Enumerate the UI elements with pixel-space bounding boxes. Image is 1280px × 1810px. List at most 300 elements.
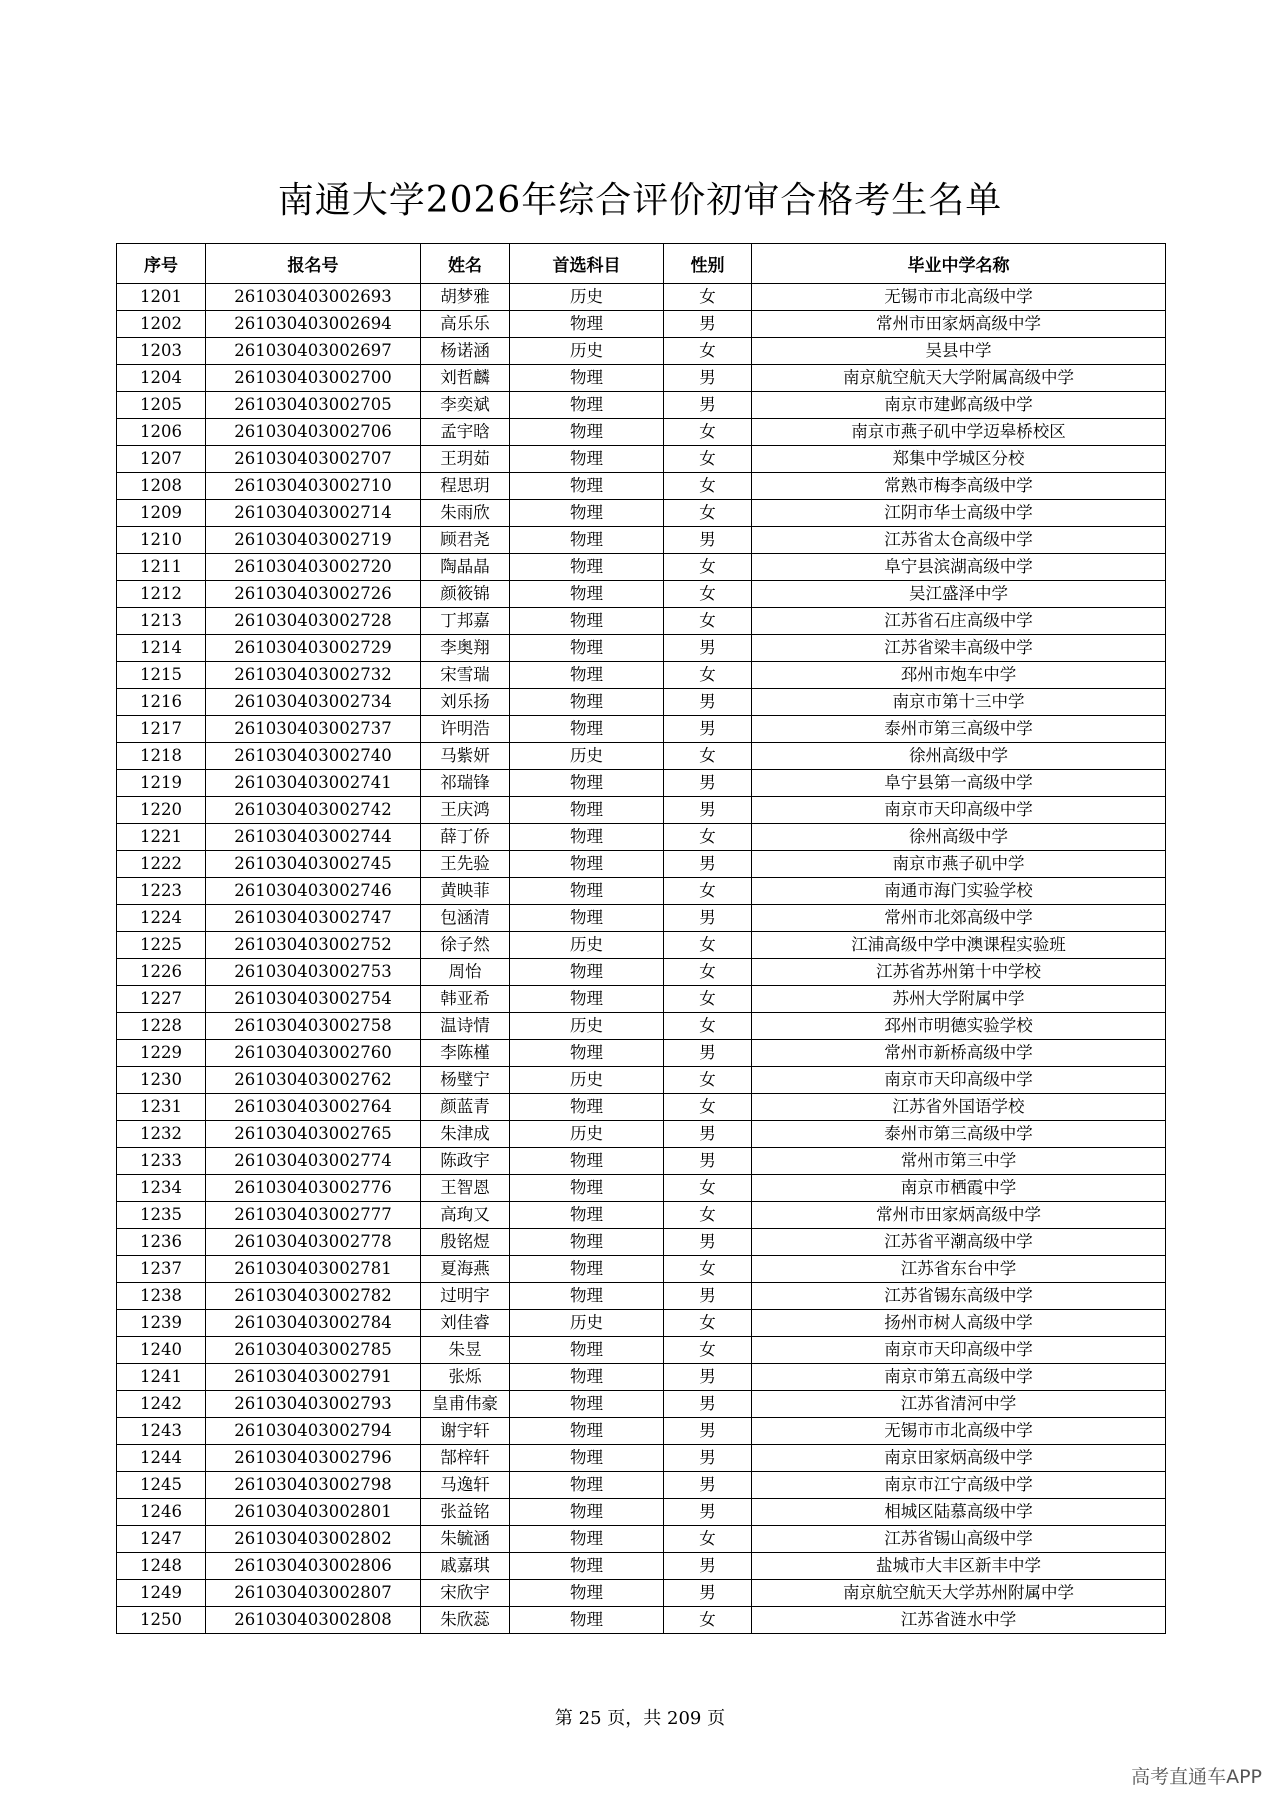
cell-school: 江苏省苏州第十中学校 — [752, 959, 1166, 986]
cell-subject: 物理 — [510, 1040, 664, 1067]
cell-index: 1216 — [117, 689, 206, 716]
cell-gender: 男 — [664, 1445, 752, 1472]
cell-name: 朱欣蕊 — [421, 1607, 510, 1634]
cell-gender: 男 — [664, 392, 752, 419]
cell-index: 1246 — [117, 1499, 206, 1526]
cell-school: 南京市建邺高级中学 — [752, 392, 1166, 419]
table-row — [117, 1607, 1166, 1634]
cell-registration-no: 261030403002806 — [206, 1553, 421, 1580]
table-row — [117, 1553, 1166, 1580]
table-row — [117, 797, 1166, 824]
cell-index: 1204 — [117, 365, 206, 392]
cell-gender: 女 — [664, 1526, 752, 1553]
cell-index: 1218 — [117, 743, 206, 770]
cell-subject: 历史 — [510, 338, 664, 365]
cell-registration-no: 261030403002782 — [206, 1283, 421, 1310]
cell-name: 刘乐扬 — [421, 689, 510, 716]
cell-index: 1203 — [117, 338, 206, 365]
cell-name: 宋雪瑞 — [421, 662, 510, 689]
page-footer: 第 25 页，共 209 页 — [554, 1708, 726, 1729]
cell-school: 江苏省锡山高级中学 — [752, 1526, 1166, 1553]
cell-index: 1232 — [117, 1121, 206, 1148]
header-gender: 性别 — [664, 244, 752, 284]
cell-name: 韩亚希 — [421, 986, 510, 1013]
table-row — [117, 1499, 1166, 1526]
cell-school: 南京市第十三中学 — [752, 689, 1166, 716]
cell-name: 程思玥 — [421, 473, 510, 500]
cell-gender: 男 — [664, 1040, 752, 1067]
cell-gender: 女 — [664, 284, 752, 311]
cell-name: 许明浩 — [421, 716, 510, 743]
cell-registration-no: 261030403002808 — [206, 1607, 421, 1634]
cell-school: 常熟市梅李高级中学 — [752, 473, 1166, 500]
cell-registration-no: 261030403002781 — [206, 1256, 421, 1283]
cell-name: 孟宇晗 — [421, 419, 510, 446]
cell-name: 张烁 — [421, 1364, 510, 1391]
cell-name: 高乐乐 — [421, 311, 510, 338]
cell-subject: 物理 — [510, 1472, 664, 1499]
cell-index: 1241 — [117, 1364, 206, 1391]
cell-index: 1233 — [117, 1148, 206, 1175]
cell-registration-no: 261030403002741 — [206, 770, 421, 797]
cell-subject: 物理 — [510, 959, 664, 986]
cell-registration-no: 261030403002753 — [206, 959, 421, 986]
cell-school: 南京田家炳高级中学 — [752, 1445, 1166, 1472]
table-row — [117, 986, 1166, 1013]
cell-subject: 物理 — [510, 824, 664, 851]
cell-registration-no: 261030403002720 — [206, 554, 421, 581]
table-row — [117, 311, 1166, 338]
cell-gender: 女 — [664, 1256, 752, 1283]
cell-name: 杨诺涵 — [421, 338, 510, 365]
cell-name: 马紫妍 — [421, 743, 510, 770]
cell-gender: 男 — [664, 1364, 752, 1391]
cell-name: 李陈槿 — [421, 1040, 510, 1067]
cell-school: 南京航空航天大学苏州附属中学 — [752, 1580, 1166, 1607]
cell-name: 张益铭 — [421, 1499, 510, 1526]
cell-subject: 物理 — [510, 1607, 664, 1634]
cell-gender: 男 — [664, 716, 752, 743]
cell-name: 朱毓涵 — [421, 1526, 510, 1553]
cell-subject: 物理 — [510, 1283, 664, 1310]
cell-registration-no: 261030403002765 — [206, 1121, 421, 1148]
cell-index: 1217 — [117, 716, 206, 743]
cell-gender: 男 — [664, 365, 752, 392]
cell-index: 1212 — [117, 581, 206, 608]
page-title: 南通大学2026年综合评价初审合格考生名单 — [277, 180, 1003, 221]
cell-gender: 女 — [664, 1202, 752, 1229]
cell-subject: 物理 — [510, 1229, 664, 1256]
cell-school: 江苏省锡东高级中学 — [752, 1283, 1166, 1310]
table-row — [117, 959, 1166, 986]
cell-school: 常州市北郊高级中学 — [752, 905, 1166, 932]
table-row — [117, 824, 1166, 851]
cell-registration-no: 261030403002760 — [206, 1040, 421, 1067]
cell-name: 徐子然 — [421, 932, 510, 959]
cell-subject: 历史 — [510, 1310, 664, 1337]
cell-index: 1208 — [117, 473, 206, 500]
cell-school: 常州市第三中学 — [752, 1148, 1166, 1175]
table-row — [117, 743, 1166, 770]
cell-school: 南京市天印高级中学 — [752, 797, 1166, 824]
cell-name: 王玥茹 — [421, 446, 510, 473]
cell-school: 无锡市市北高级中学 — [752, 1418, 1166, 1445]
cell-index: 1234 — [117, 1175, 206, 1202]
cell-school: 吴江盛泽中学 — [752, 581, 1166, 608]
cell-index: 1236 — [117, 1229, 206, 1256]
cell-name: 杨璧宁 — [421, 1067, 510, 1094]
cell-subject: 物理 — [510, 581, 664, 608]
cell-subject: 历史 — [510, 284, 664, 311]
cell-school: 南京航空航天大学附属高级中学 — [752, 365, 1166, 392]
cell-gender: 男 — [664, 1472, 752, 1499]
cell-subject: 物理 — [510, 1256, 664, 1283]
cell-registration-no: 261030403002705 — [206, 392, 421, 419]
cell-registration-no: 261030403002802 — [206, 1526, 421, 1553]
cell-name: 皇甫伟豪 — [421, 1391, 510, 1418]
cell-index: 1213 — [117, 608, 206, 635]
table-row — [117, 1013, 1166, 1040]
table-row — [117, 1580, 1166, 1607]
cell-name: 朱雨欣 — [421, 500, 510, 527]
cell-school: 南京市栖霞中学 — [752, 1175, 1166, 1202]
cell-name: 包涵清 — [421, 905, 510, 932]
cell-subject: 物理 — [510, 716, 664, 743]
cell-gender: 女 — [664, 662, 752, 689]
cell-subject: 物理 — [510, 986, 664, 1013]
cell-subject: 物理 — [510, 1175, 664, 1202]
cell-subject: 物理 — [510, 1499, 664, 1526]
cell-registration-no: 261030403002764 — [206, 1094, 421, 1121]
cell-subject: 物理 — [510, 419, 664, 446]
cell-school: 无锡市市北高级中学 — [752, 284, 1166, 311]
cell-gender: 男 — [664, 1418, 752, 1445]
table-row — [117, 500, 1166, 527]
table-row — [117, 338, 1166, 365]
cell-index: 1228 — [117, 1013, 206, 1040]
cell-school: 常州市田家炳高级中学 — [752, 311, 1166, 338]
table-row — [117, 1121, 1166, 1148]
cell-gender: 女 — [664, 419, 752, 446]
table-row — [117, 1094, 1166, 1121]
cell-name: 周怡 — [421, 959, 510, 986]
table-row — [117, 527, 1166, 554]
cell-subject: 物理 — [510, 1391, 664, 1418]
cell-name: 薛丁侨 — [421, 824, 510, 851]
cell-name: 刘哲麟 — [421, 365, 510, 392]
cell-gender: 男 — [664, 1391, 752, 1418]
table-row — [117, 392, 1166, 419]
cell-gender: 男 — [664, 1499, 752, 1526]
cell-name: 刘佳睿 — [421, 1310, 510, 1337]
table-row — [117, 851, 1166, 878]
cell-school: 徐州高级中学 — [752, 824, 1166, 851]
cell-gender: 男 — [664, 1283, 752, 1310]
cell-index: 1210 — [117, 527, 206, 554]
cell-name: 宋欣宇 — [421, 1580, 510, 1607]
cell-gender: 男 — [664, 635, 752, 662]
cell-gender: 女 — [664, 1013, 752, 1040]
cell-index: 1226 — [117, 959, 206, 986]
cell-name: 陶晶晶 — [421, 554, 510, 581]
cell-subject: 物理 — [510, 1553, 664, 1580]
cell-index: 1201 — [117, 284, 206, 311]
cell-registration-no: 261030403002801 — [206, 1499, 421, 1526]
cell-index: 1238 — [117, 1283, 206, 1310]
cell-registration-no: 261030403002798 — [206, 1472, 421, 1499]
table-row — [117, 1310, 1166, 1337]
cell-gender: 女 — [664, 824, 752, 851]
cell-registration-no: 261030403002740 — [206, 743, 421, 770]
cell-registration-no: 261030403002732 — [206, 662, 421, 689]
cell-gender: 女 — [664, 1337, 752, 1364]
cell-registration-no: 261030403002776 — [206, 1175, 421, 1202]
cell-gender: 女 — [664, 1067, 752, 1094]
cell-registration-no: 261030403002791 — [206, 1364, 421, 1391]
cell-school: 泰州市第三高级中学 — [752, 716, 1166, 743]
table-row — [117, 1364, 1166, 1391]
cell-school: 郑集中学城区分校 — [752, 446, 1166, 473]
cell-index: 1237 — [117, 1256, 206, 1283]
cell-registration-no: 261030403002728 — [206, 608, 421, 635]
cell-gender: 男 — [664, 1148, 752, 1175]
cell-name: 王先验 — [421, 851, 510, 878]
cell-index: 1239 — [117, 1310, 206, 1337]
cell-name: 谢宇轩 — [421, 1418, 510, 1445]
cell-school: 盐城市大丰区新丰中学 — [752, 1553, 1166, 1580]
cell-subject: 历史 — [510, 932, 664, 959]
table-row — [117, 1337, 1166, 1364]
cell-subject: 物理 — [510, 770, 664, 797]
table-row — [117, 770, 1166, 797]
cell-school: 南京市燕子矶中学迈皋桥校区 — [752, 419, 1166, 446]
table-row — [117, 905, 1166, 932]
cell-school: 常州市田家炳高级中学 — [752, 1202, 1166, 1229]
cell-school: 阜宁县第一高级中学 — [752, 770, 1166, 797]
cell-school: 江阴市华士高级中学 — [752, 500, 1166, 527]
cell-name: 颜蓝青 — [421, 1094, 510, 1121]
cell-school: 南通市海门实验学校 — [752, 878, 1166, 905]
cell-registration-no: 261030403002729 — [206, 635, 421, 662]
table-row — [117, 662, 1166, 689]
cell-subject: 物理 — [510, 635, 664, 662]
table-row — [117, 554, 1166, 581]
table-row — [117, 473, 1166, 500]
cell-subject: 历史 — [510, 1067, 664, 1094]
cell-subject: 历史 — [510, 1013, 664, 1040]
cell-gender: 女 — [664, 608, 752, 635]
table-row — [117, 1202, 1166, 1229]
cell-subject: 物理 — [510, 365, 664, 392]
cell-school: 江苏省太仓高级中学 — [752, 527, 1166, 554]
cell-index: 1244 — [117, 1445, 206, 1472]
cell-name: 丁邦嘉 — [421, 608, 510, 635]
table-row — [117, 1391, 1166, 1418]
cell-name: 王智恩 — [421, 1175, 510, 1202]
cell-registration-no: 261030403002785 — [206, 1337, 421, 1364]
cell-gender: 女 — [664, 1175, 752, 1202]
cell-name: 马逸轩 — [421, 1472, 510, 1499]
cell-subject: 物理 — [510, 500, 664, 527]
cell-subject: 物理 — [510, 797, 664, 824]
cell-index: 1211 — [117, 554, 206, 581]
cell-subject: 物理 — [510, 1418, 664, 1445]
cell-gender: 女 — [664, 959, 752, 986]
cell-registration-no: 261030403002714 — [206, 500, 421, 527]
cell-name: 顾君尧 — [421, 527, 510, 554]
cell-registration-no: 261030403002693 — [206, 284, 421, 311]
cell-index: 1221 — [117, 824, 206, 851]
cell-school: 江苏省石庄高级中学 — [752, 608, 1166, 635]
cell-gender: 女 — [664, 1094, 752, 1121]
table-row — [117, 1472, 1166, 1499]
cell-gender: 男 — [664, 689, 752, 716]
table-row — [117, 1067, 1166, 1094]
table-row — [117, 878, 1166, 905]
cell-name: 祁瑞锋 — [421, 770, 510, 797]
cell-subject: 物理 — [510, 1094, 664, 1121]
cell-registration-no: 261030403002747 — [206, 905, 421, 932]
cell-school: 江苏省清河中学 — [752, 1391, 1166, 1418]
cell-school: 南京市天印高级中学 — [752, 1337, 1166, 1364]
table-row — [117, 1526, 1166, 1553]
cell-subject: 物理 — [510, 608, 664, 635]
table-row — [117, 1229, 1166, 1256]
cell-school: 南京市第五高级中学 — [752, 1364, 1166, 1391]
cell-gender: 女 — [664, 743, 752, 770]
cell-subject: 物理 — [510, 662, 664, 689]
table-row — [117, 716, 1166, 743]
cell-subject: 物理 — [510, 311, 664, 338]
cell-school: 扬州市树人高级中学 — [752, 1310, 1166, 1337]
table-row — [117, 1148, 1166, 1175]
cell-index: 1219 — [117, 770, 206, 797]
cell-registration-no: 261030403002807 — [206, 1580, 421, 1607]
cell-gender: 女 — [664, 581, 752, 608]
table-header-row — [117, 244, 1166, 284]
cell-subject: 物理 — [510, 527, 664, 554]
table-row — [117, 1445, 1166, 1472]
cell-school: 南京市燕子矶中学 — [752, 851, 1166, 878]
cell-registration-no: 261030403002777 — [206, 1202, 421, 1229]
candidate-table — [116, 243, 1166, 1634]
cell-school: 吴县中学 — [752, 338, 1166, 365]
cell-registration-no: 261030403002746 — [206, 878, 421, 905]
cell-gender: 女 — [664, 473, 752, 500]
cell-registration-no: 261030403002744 — [206, 824, 421, 851]
cell-registration-no: 261030403002697 — [206, 338, 421, 365]
cell-name: 朱昱 — [421, 1337, 510, 1364]
cell-index: 1209 — [117, 500, 206, 527]
cell-index: 1207 — [117, 446, 206, 473]
cell-school: 江苏省平潮高级中学 — [752, 1229, 1166, 1256]
table-row — [117, 689, 1166, 716]
header-index: 序号 — [117, 244, 206, 284]
cell-subject: 物理 — [510, 851, 664, 878]
cell-name: 陈政宇 — [421, 1148, 510, 1175]
cell-gender: 女 — [664, 500, 752, 527]
cell-gender: 男 — [664, 527, 752, 554]
cell-index: 1229 — [117, 1040, 206, 1067]
cell-index: 1242 — [117, 1391, 206, 1418]
cell-gender: 男 — [664, 1121, 752, 1148]
cell-school: 常州市新桥高级中学 — [752, 1040, 1166, 1067]
cell-name: 李奕斌 — [421, 392, 510, 419]
cell-gender: 男 — [664, 770, 752, 797]
cell-gender: 男 — [664, 311, 752, 338]
cell-subject: 物理 — [510, 1580, 664, 1607]
cell-name: 李奥翔 — [421, 635, 510, 662]
cell-registration-no: 261030403002710 — [206, 473, 421, 500]
cell-index: 1215 — [117, 662, 206, 689]
table-row — [117, 1283, 1166, 1310]
table-body — [117, 284, 1166, 1634]
cell-index: 1235 — [117, 1202, 206, 1229]
table-row — [117, 932, 1166, 959]
cell-registration-no: 261030403002726 — [206, 581, 421, 608]
cell-index: 1205 — [117, 392, 206, 419]
cell-registration-no: 261030403002784 — [206, 1310, 421, 1337]
cell-subject: 物理 — [510, 1202, 664, 1229]
cell-index: 1243 — [117, 1418, 206, 1445]
cell-subject: 物理 — [510, 1337, 664, 1364]
cell-registration-no: 261030403002694 — [206, 311, 421, 338]
cell-index: 1224 — [117, 905, 206, 932]
table-row — [117, 1418, 1166, 1445]
cell-school: 邳州市炮车中学 — [752, 662, 1166, 689]
header-school: 毕业中学名称 — [752, 244, 1166, 284]
cell-name: 朱津成 — [421, 1121, 510, 1148]
cell-name: 戚嘉琪 — [421, 1553, 510, 1580]
cell-subject: 物理 — [510, 1148, 664, 1175]
table-row — [117, 1040, 1166, 1067]
cell-subject: 物理 — [510, 1445, 664, 1472]
table-row — [117, 446, 1166, 473]
cell-name: 颜筱锦 — [421, 581, 510, 608]
cell-index: 1202 — [117, 311, 206, 338]
header-name: 姓名 — [421, 244, 510, 284]
cell-registration-no: 261030403002752 — [206, 932, 421, 959]
cell-index: 1222 — [117, 851, 206, 878]
cell-name: 夏海燕 — [421, 1256, 510, 1283]
cell-gender: 女 — [664, 878, 752, 905]
cell-subject: 物理 — [510, 689, 664, 716]
table-row — [117, 608, 1166, 635]
watermark: 高考直通车APP — [1131, 1766, 1262, 1788]
cell-registration-no: 261030403002745 — [206, 851, 421, 878]
cell-subject: 物理 — [510, 905, 664, 932]
cell-school: 阜宁县滨湖高级中学 — [752, 554, 1166, 581]
table-row — [117, 284, 1166, 311]
cell-registration-no: 261030403002737 — [206, 716, 421, 743]
cell-name: 郜梓轩 — [421, 1445, 510, 1472]
cell-subject: 历史 — [510, 1121, 664, 1148]
cell-subject: 物理 — [510, 554, 664, 581]
table-row — [117, 419, 1166, 446]
cell-gender: 女 — [664, 986, 752, 1013]
cell-registration-no: 261030403002707 — [206, 446, 421, 473]
table-row — [117, 581, 1166, 608]
cell-gender: 女 — [664, 338, 752, 365]
cell-registration-no: 261030403002742 — [206, 797, 421, 824]
cell-school: 南京市天印高级中学 — [752, 1067, 1166, 1094]
cell-school: 江苏省涟水中学 — [752, 1607, 1166, 1634]
cell-gender: 男 — [664, 905, 752, 932]
cell-index: 1230 — [117, 1067, 206, 1094]
cell-gender: 男 — [664, 1580, 752, 1607]
cell-gender: 男 — [664, 1229, 752, 1256]
cell-name: 过明宇 — [421, 1283, 510, 1310]
